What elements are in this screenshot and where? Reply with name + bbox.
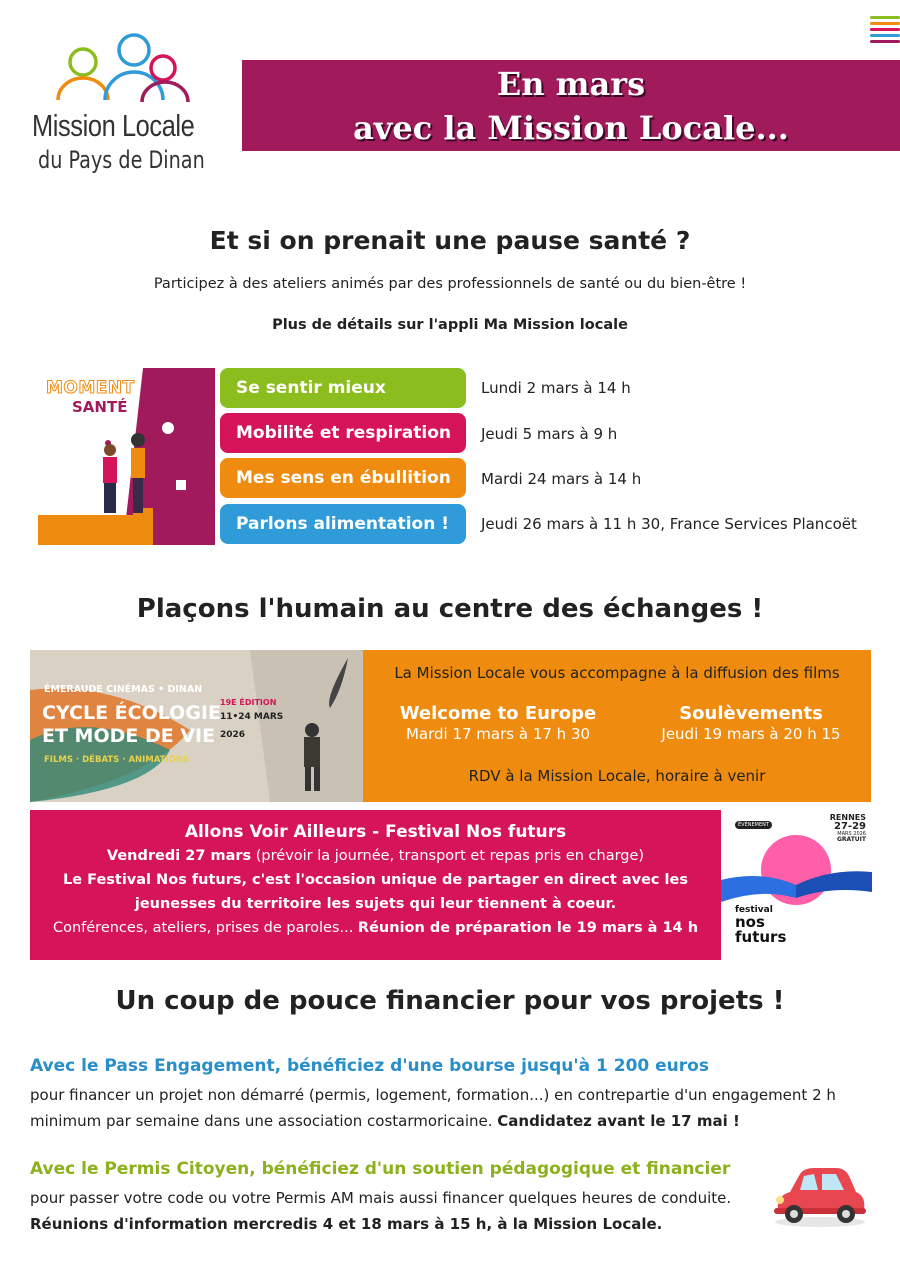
film-title: Welcome to Europe	[399, 703, 597, 724]
workshop-date: Mardi 24 mars à 14 h	[481, 470, 642, 488]
festival-box	[30, 810, 721, 960]
permis-citoyen-meeting: Réunions d'information mercredis 4 et 18 mars à 15 h, à la Mission Locale.	[30, 1215, 663, 1233]
workshop-pill-se-sentir-mieux[interactable]: Se sentir mieux	[220, 368, 466, 408]
sante-title: Et si on prenait une pause santé ?	[209, 226, 691, 255]
films-box	[363, 650, 871, 802]
logo-title: Mission Locale	[32, 108, 195, 143]
festival-date-line	[30, 844, 721, 868]
moment-sante-image	[38, 368, 215, 545]
pass-engagement-cta: Candidatez avant le 17 mai !	[497, 1112, 740, 1130]
workshop-date: Jeudi 5 mars à 9 h	[481, 425, 618, 443]
header-line-2: avec la Mission Locale...	[353, 109, 789, 147]
moment-sante-label: MOMENT SANTÉ	[46, 378, 135, 416]
festival-description: Le Festival Nos futurs, c'est l'occasion unique de partager en direct avec les jeunesses du territoire les sujets qui leur tiennent à coeur.	[63, 872, 688, 912]
films-intro: La Mission Locale vous accompagne à la diffusion des films	[394, 664, 840, 682]
film-soulevements[interactable]	[641, 703, 861, 743]
festival-date: Vendredi 27 mars	[106, 848, 252, 864]
pass-engagement-text	[30, 1082, 850, 1134]
workshop-pill-alimentation[interactable]: Parlons alimentation !	[220, 504, 466, 544]
pass-engagement-title: Avec le Pass Engagement, bénéficiez d'une bourse jusqu'à 1 200 euros	[30, 1056, 709, 1076]
hamburger-menu-icon[interactable]	[870, 16, 900, 46]
mission-locale-logo[interactable]	[30, 30, 210, 180]
permis-citoyen-text	[30, 1185, 850, 1237]
workshop-pill-mobilite[interactable]: Mobilité et respiration	[220, 413, 466, 453]
festival-date-note: (prévoir la journée, transport et repas pris en charge)	[251, 848, 645, 864]
festival-title: Allons Voir Ailleurs - Festival Nos futurs	[184, 822, 567, 842]
film-date: Jeudi 19 mars à 20 h 15	[661, 725, 841, 743]
festival-conf-line	[30, 916, 721, 940]
films-rdv: RDV à la Mission Locale, horaire à venir	[468, 767, 766, 785]
film-welcome-to-europe[interactable]	[388, 703, 608, 743]
header-line-1: En mars	[496, 65, 646, 103]
permis-citoyen-desc: pour passer votre code ou votre Permis AM mais aussi financer quelques heures de conduite.	[30, 1189, 732, 1207]
red-car-icon	[770, 1160, 870, 1230]
cycle-ecologie-poster: ÉMERAUDE CINÉMAS • DINAN CYCLE ÉCOLOGIE ET MODE DE VIE FILMS · DÉBATS · ANIMATIONS 19E ÉDITION 11•24 MARS 2026	[30, 650, 363, 802]
logo-subtitle: du Pays de Dinan	[38, 146, 205, 174]
nos-futurs-poster: ÉVÉNEMENT RENNES 27-29 MARS 2026 GRATUIT festival nos futurs	[721, 810, 872, 960]
sante-details: Plus de détails sur l'appli Ma Mission locale	[272, 317, 628, 333]
film-title: Soulèvements	[679, 703, 823, 724]
workshop-date: Jeudi 26 mars à 11 h 30, France Services Plancoët	[481, 515, 857, 533]
echanges-title: Plaçons l'humain au centre des échanges !	[136, 594, 764, 624]
workshop-pill-mes-sens[interactable]: Mes sens en ébullition	[220, 458, 466, 498]
festival-conf: Conférences, ateliers, prises de paroles...	[52, 920, 358, 936]
workshop-date: Lundi 2 mars à 14 h	[481, 379, 631, 397]
permis-citoyen-title: Avec le Permis Citoyen, bénéficiez d'un soutien pédagogique et financier	[30, 1159, 731, 1179]
pass-engagement-desc: pour financer un projet non démarré (permis, logement, formation...) en contrepartie d'un engagement 2 h minimum par semaine dans une association costarmoricaine.	[30, 1086, 836, 1130]
film-date: Mardi 17 mars à 17 h 30	[405, 725, 591, 743]
financier-title: Un coup de pouce financier pour vos projets !	[115, 986, 785, 1016]
sante-subtitle: Participez à des ateliers animés par des professionnels de santé ou du bien-être !	[153, 276, 747, 292]
festival-prep: Réunion de préparation le 19 mars à 14 h	[357, 920, 699, 936]
mission-locale-people-logo	[50, 30, 200, 105]
header-banner	[242, 60, 900, 151]
